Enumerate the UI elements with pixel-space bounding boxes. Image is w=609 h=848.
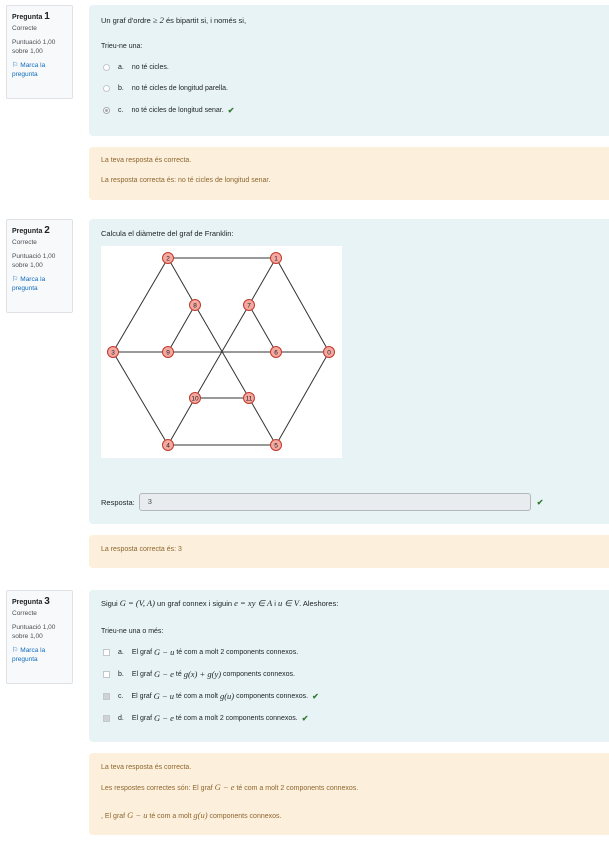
franklin-graph: [101, 246, 342, 458]
question-number: Pregunta 1: [12, 11, 50, 22]
feedback-line: La resposta correcta és: 3: [101, 546, 182, 553]
question-text: Un graf d'ordre ≥ 2 és bipartit si, i només si,: [101, 15, 247, 25]
graph-node-label: 6: [274, 349, 278, 357]
radio-button[interactable]: [103, 85, 110, 92]
graph-node-7: [244, 300, 255, 311]
graph-node-label: 2: [166, 255, 170, 263]
question-grade: Puntuació 1,00 sobre 1,00: [12, 39, 56, 55]
flag-question-link[interactable]: ⚐ Marca la pregunta: [12, 647, 46, 663]
franklin-graph-image: [101, 246, 342, 458]
graph-node-2: [163, 253, 174, 264]
question-text: Calcula el diàmetre del graf de Franklin:: [101, 229, 234, 238]
graph-node-6: [271, 347, 282, 358]
question-state: Correcte: [12, 610, 37, 617]
option-c[interactable]: c. El graf G − u té com a molt g(u) components connexos. ✔: [103, 691, 319, 701]
graph-node-9: [163, 347, 174, 358]
graph-node-3: [108, 347, 119, 358]
option-a[interactable]: a. El graf G − u té com a molt 2 components connexos.: [103, 647, 298, 657]
option-b[interactable]: b. no té cicles de longitud parella.: [103, 85, 228, 92]
graph-edge: [249, 305, 276, 352]
graph-node-label: 5: [274, 442, 278, 450]
graph-edge: [249, 258, 276, 305]
graph-node-label: 9: [166, 349, 170, 357]
graph-edge: [249, 398, 276, 445]
question-state: Correcte: [12, 25, 37, 32]
feedback-line: La resposta correcta és: no té cicles de longitud senar.: [101, 177, 271, 184]
flag-question-link[interactable]: ⚐ Marca la pregunta: [12, 276, 46, 292]
graph-edge: [276, 258, 329, 352]
flag-icon: ⚐: [12, 62, 19, 69]
checkbox[interactable]: [103, 649, 110, 656]
question-state: Correcte: [12, 239, 37, 246]
feedback-box: [89, 147, 609, 200]
graph-node-label: 1: [274, 255, 278, 263]
question-grade: Puntuació 1,00 sobre 1,00: [12, 624, 56, 640]
option-d[interactable]: d. El graf G − e té com a molt 2 components connexos. ✔: [103, 713, 308, 723]
question-number: Pregunta 2: [12, 225, 50, 236]
answer-prompt: Trieu-ne una o més:: [101, 628, 164, 635]
graph-node-1: [271, 253, 282, 264]
graph-node-label: 3: [111, 349, 115, 357]
feedback-line: La teva resposta és correcta.: [101, 764, 192, 771]
checkbox[interactable]: [103, 671, 110, 678]
question-number: Pregunta 3: [12, 596, 50, 607]
question-info: [6, 590, 73, 684]
question-text: Sigui G = (V, A) un graf connex i siguin e = xy ∈ A i u ∈ V. Aleshores:: [101, 598, 339, 608]
graph-node-label: 11: [245, 395, 253, 403]
question-grade: Puntuació 1,00 sobre 1,00: [12, 253, 56, 269]
option-a[interactable]: a. no té cicles.: [103, 64, 169, 71]
graph-node-5: [271, 440, 282, 451]
question-info: [6, 5, 73, 99]
graph-edge: [276, 352, 329, 445]
flag-question-link[interactable]: ⚐ Marca la pregunta: [12, 62, 46, 78]
check-icon: ✔: [536, 497, 544, 507]
graph-node-label: 10: [191, 395, 199, 403]
checkbox[interactable]: [103, 715, 110, 722]
feedback-line: La teva resposta és correcta.: [101, 157, 192, 164]
question-content: [89, 5, 609, 136]
graph-edge: [168, 258, 195, 305]
check-icon: ✔: [301, 713, 309, 723]
flag-icon: ⚐: [12, 276, 19, 283]
radio-button[interactable]: [103, 107, 110, 114]
graph-node-label: 4: [166, 442, 170, 450]
answer-input[interactable]: 3: [139, 493, 531, 511]
graph-node-4: [163, 440, 174, 451]
checkbox[interactable]: [103, 693, 110, 700]
question-info: [6, 219, 73, 313]
feedback-box: [89, 535, 609, 568]
feedback-line: , El graf G − u té com a molt g(u) components connexos.: [101, 810, 282, 820]
answer-row: [101, 493, 543, 511]
check-icon: ✔: [227, 106, 235, 115]
flag-icon: ⚐: [12, 647, 19, 654]
graph-node-8: [190, 300, 201, 311]
question-content: [89, 219, 609, 524]
graph-node-10: [190, 393, 201, 404]
option-b[interactable]: b. El graf G − e té g(x) + g(y) components connexos.: [103, 669, 295, 679]
graph-node-label: 8: [193, 302, 197, 310]
graph-node-label: 7: [247, 302, 251, 310]
graph-node-11: [244, 393, 255, 404]
graph-node-label: 0: [327, 349, 331, 357]
question-content: [89, 590, 609, 742]
graph-edge: [113, 352, 168, 445]
radio-button[interactable]: [103, 64, 110, 71]
feedback-line: Les respostes correctes són: El graf G − e té com a molt 2 components connexos.: [101, 782, 359, 792]
graph-edge: [113, 258, 168, 352]
feedback-box: [89, 753, 609, 835]
check-icon: ✔: [312, 691, 319, 701]
option-c[interactable]: c. no té cicles de longitud senar. ✔: [103, 106, 234, 115]
graph-edge: [168, 305, 195, 352]
graph-edge: [168, 398, 195, 445]
graph-node-0: [324, 347, 335, 358]
answer-prompt: Trieu-ne una:: [101, 43, 143, 50]
answer-label: Resposta:: [101, 497, 135, 507]
